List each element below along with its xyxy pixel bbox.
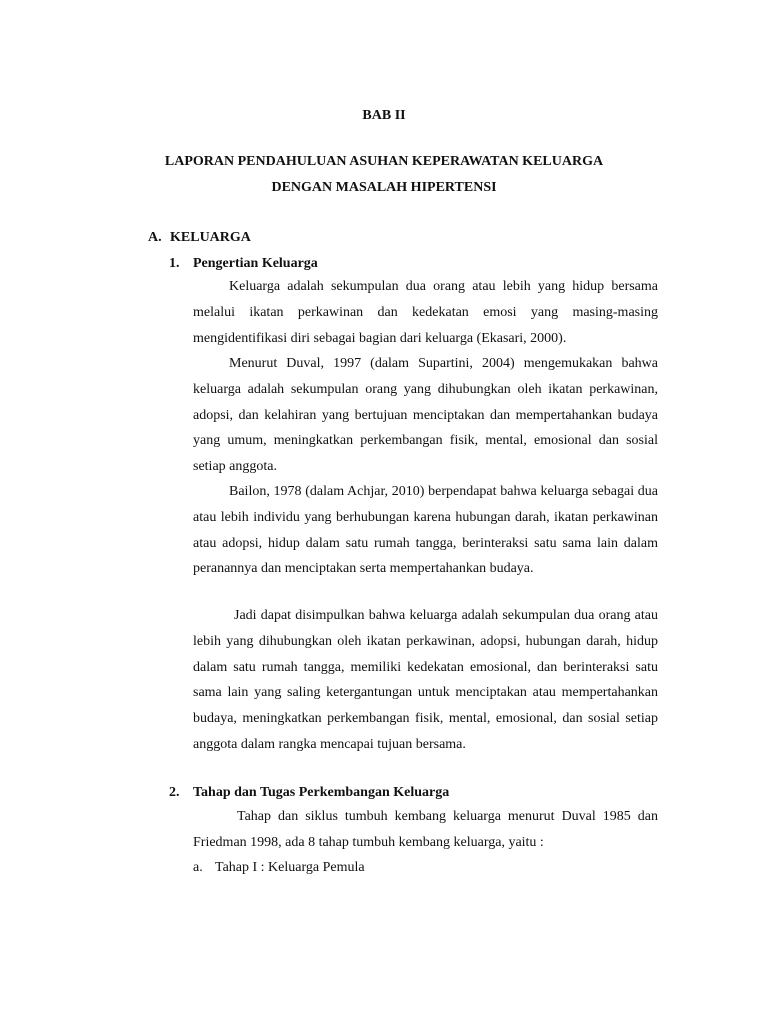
paragraph-pengertian-4: Jadi dapat disimpulkan bahwa keluarga adalah sekumpulan dua orang atau lebih yang dihubungkan oleh ikatan perkawinan, adopsi, hubungan darah, hidup dalam satu rumah tangga, memiliki kedekatan emosional, dan berinteraksi satu sama lain yang saling ketergantungan untuk menciptakan atau mempertahankan budaya, meningkatkan perkembangan fisik, mental, emosional, dan sosial setiap anggota dalam rangka mencapai tujuan bersama.	[193, 608, 658, 752]
document-title-line-1: LAPORAN PENDAHULUAN ASUHAN KEPERAWATAN KELUARGA	[164, 154, 604, 169]
subsection-1-marker: 1.	[169, 256, 180, 271]
list-item-marker: a.	[193, 860, 203, 875]
section-a-marker: A.	[148, 230, 162, 245]
paragraph-pengertian-2: Menurut Duval, 1997 (dalam Supartini, 2004) mengemukakan bahwa keluarga adalah sekumpulan orang yang dihubungkan oleh ikatan perkawinan, adopsi, dan kelahiran yang bertujuan menciptakan dan mempertahankan budaya yang umum, meningkatkan perkembangan fisik, mental, emosional dan sosial setiap anggota.	[193, 356, 658, 475]
list-item-tahap-1	[193, 860, 365, 876]
document-title-line-2: DENGAN MASALAH HIPERTENSI	[271, 180, 497, 195]
section-a-label: KELUARGA	[170, 230, 251, 245]
subsection-1-label: Pengertian Keluarga	[193, 256, 318, 271]
paragraph-pengertian-3: Bailon, 1978 (dalam Achjar, 2010) berpendapat bahwa keluarga sebagai dua atau lebih individu yang berhubungan karena hubungan darah, ikatan perkawinan atau adopsi, hidup dalam satu rumah tangga, berinteraksi satu sama lain dalam peranannya dan menciptakan serta mempertahankan budaya.	[193, 484, 658, 577]
paragraph-tahap-1: Tahap dan siklus tumbuh kembang keluarga menurut Duval 1985 dan Friedman 1998, ada 8 tahap tumbuh kembang keluarga, yaitu :	[193, 809, 658, 850]
list-item-text: Tahap I : Keluarga Pemula	[215, 860, 365, 875]
paragraph-pengertian-1: Keluarga adalah sekumpulan dua orang atau lebih yang hidup bersama melalui ikatan perkawinan dan kedekatan emosi yang masing-masing mengidentifikasi diri sebagai bagian dari keluarga (Ekasari, 2000).	[193, 279, 658, 346]
chapter-heading: BAB II	[362, 108, 406, 123]
subsection-2-heading	[169, 785, 449, 801]
section-a-heading	[148, 230, 251, 246]
subsection-2-label: Tahap dan Tugas Perkembangan Keluarga	[193, 785, 450, 800]
subsection-2-marker: 2.	[169, 785, 180, 800]
subsection-1-heading	[169, 256, 318, 272]
